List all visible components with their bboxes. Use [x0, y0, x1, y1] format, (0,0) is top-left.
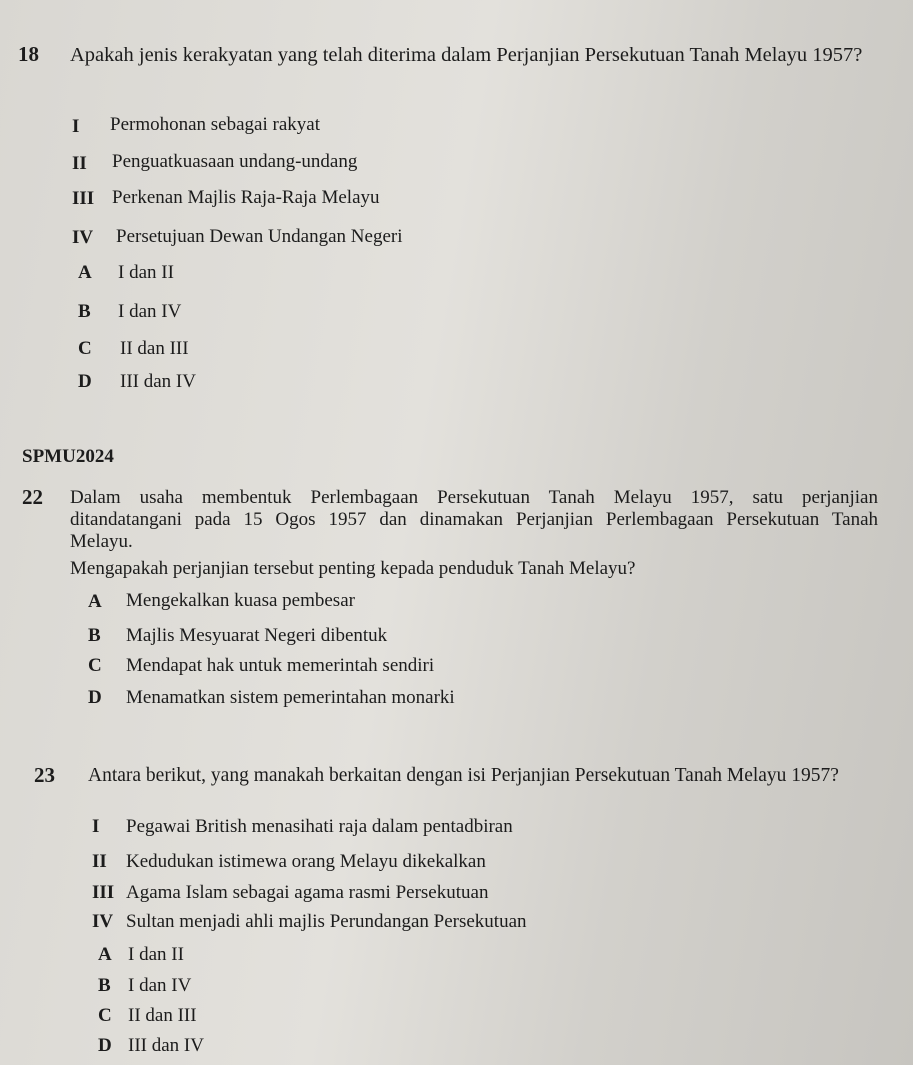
q23-stem: Antara berikut, yang manakah berkaitan dengan isi Perjanjian Persekutuan Tanah Melayu 1957? — [88, 765, 839, 786]
q18-stmt-1-text: Permohonan sebagai rakyat — [110, 114, 320, 135]
q18-stmt-1-num: I — [72, 116, 80, 137]
q23-option-d-letter[interactable]: D — [98, 1035, 112, 1056]
q22-option-a-text[interactable]: Mengekalkan kuasa pembesar — [126, 590, 355, 611]
q22-option-d-text[interactable]: Menamatkan sistem pemerintahan monarki — [126, 687, 455, 708]
q22-option-d-letter[interactable]: D — [88, 687, 102, 708]
q23-option-a-letter[interactable]: A — [98, 944, 112, 965]
q18-option-a-text[interactable]: I dan II — [118, 262, 174, 283]
q22-question: Mengapakah perjanjian tersebut penting kepada penduduk Tanah Melayu? — [70, 558, 636, 579]
q23-stmt-1-num: I — [92, 816, 100, 837]
q18-stmt-4-num: IV — [72, 227, 94, 248]
q22-option-b-text[interactable]: Majlis Mesyuarat Negeri dibentuk — [126, 625, 388, 646]
q23-stmt-3-num: III — [92, 882, 115, 903]
q23-option-c-text[interactable]: II dan III — [128, 1005, 197, 1026]
q18-stmt-3-text: Perkenan Majlis Raja-Raja Melayu — [112, 187, 380, 208]
q18-stem: Apakah jenis kerakyatan yang telah diterima dalam Perjanjian Persekutuan Tanah Melayu 1957? — [70, 44, 863, 66]
q22-option-b-letter[interactable]: B — [88, 625, 101, 646]
q23-stmt-2-text: Kedudukan istimewa orang Melayu dikekalkan — [126, 851, 486, 872]
q23-stmt-1-text: Pegawai British menasihati raja dalam pentadbiran — [126, 816, 513, 837]
q18-number: 18 — [18, 42, 39, 66]
q18-option-b-letter[interactable]: B — [78, 301, 91, 322]
q23-option-d-text[interactable]: III dan IV — [128, 1035, 204, 1056]
q18-option-c-letter[interactable]: C — [78, 338, 92, 359]
q22-stem-line-3: Melayu. — [70, 531, 133, 552]
q22-option-a-letter[interactable]: A — [88, 591, 102, 612]
q22-stem-line-1: Dalam usaha membentuk Perlembagaan Persekutuan Tanah Melayu 1957, satu perjanjian — [70, 487, 878, 508]
q23-stmt-3-text: Agama Islam sebagai agama rasmi Persekutuan — [126, 882, 489, 903]
q18-stmt-2-num: II — [72, 153, 87, 174]
q18-option-a-letter[interactable]: A — [78, 262, 92, 283]
q23-option-a-text[interactable]: I dan II — [128, 944, 184, 965]
q23-option-b-letter[interactable]: B — [98, 975, 111, 996]
q18-option-d-letter[interactable]: D — [78, 371, 92, 392]
q23-number: 23 — [34, 763, 55, 787]
section-label: SPMU2024 — [22, 446, 114, 467]
q23-option-c-letter[interactable]: C — [98, 1005, 112, 1026]
q22-option-c-letter[interactable]: C — [88, 655, 102, 676]
q22-option-c-text[interactable]: Mendapat hak untuk memerintah sendiri — [126, 655, 435, 676]
q22-number: 22 — [22, 485, 43, 509]
q18-stmt-3-num: III — [72, 188, 95, 209]
q23-stmt-4-num: IV — [92, 911, 114, 932]
q18-stmt-2-text: Penguatkuasaan undang-undang — [112, 151, 358, 172]
q18-option-c-text[interactable]: II dan III — [120, 338, 189, 359]
q18-option-b-text[interactable]: I dan IV — [118, 301, 182, 322]
q18-option-d-text[interactable]: III dan IV — [120, 371, 196, 392]
q18-stmt-4-text: Persetujuan Dewan Undangan Negeri — [116, 226, 403, 247]
q23-stmt-4-text: Sultan menjadi ahli majlis Perundangan Persekutuan — [126, 911, 527, 932]
q23-option-b-text[interactable]: I dan IV — [128, 975, 192, 996]
q22-stem-line-2: ditandatangani pada 15 Ogos 1957 dan dinamakan Perjanjian Perlembagaan Persekutuan Tanah — [70, 509, 878, 530]
q23-stmt-2-num: II — [92, 851, 107, 872]
